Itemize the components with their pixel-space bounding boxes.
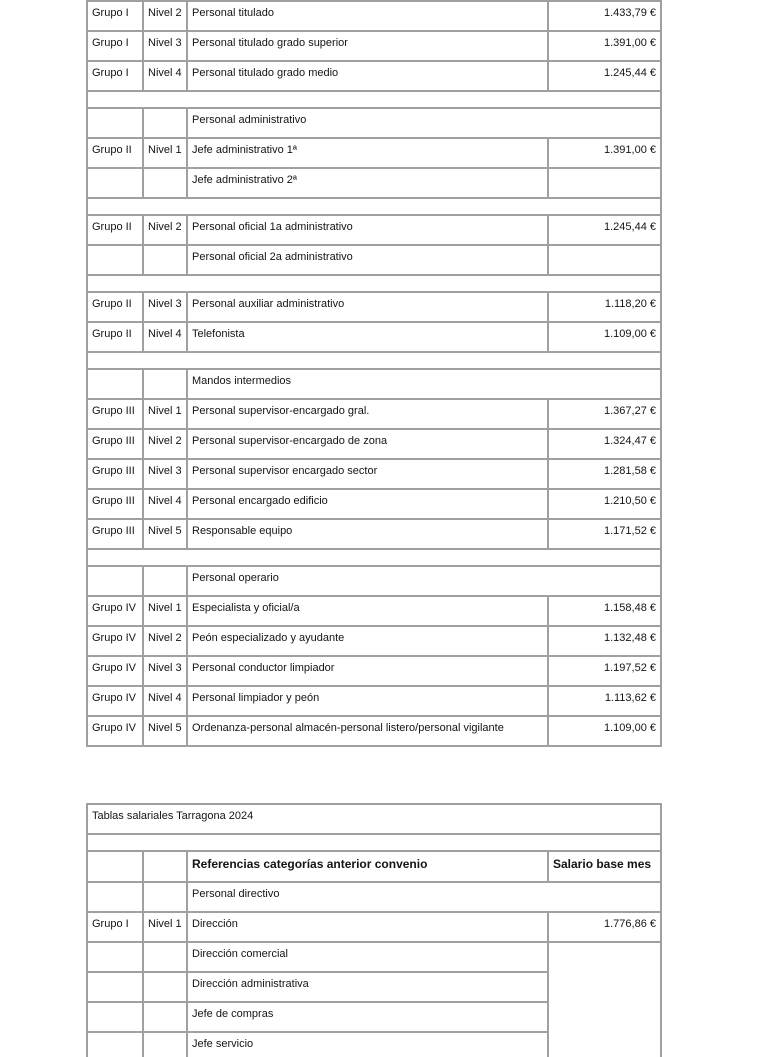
group-cell: Grupo III bbox=[87, 459, 143, 489]
empty-cell bbox=[87, 198, 661, 215]
salary-cell: 1.210,50 € bbox=[548, 489, 661, 519]
table-row bbox=[87, 912, 661, 942]
description-cell: Personal encargado edificio bbox=[187, 489, 548, 519]
empty-cell bbox=[87, 91, 661, 108]
section-label-cell: Personal operario bbox=[187, 566, 661, 596]
section-row bbox=[87, 566, 661, 596]
level-cell: Nivel 5 bbox=[143, 519, 187, 549]
group-header-cell bbox=[87, 851, 143, 882]
table-row bbox=[87, 519, 661, 549]
level-cell: Nivel 4 bbox=[143, 322, 187, 352]
level-cell bbox=[143, 168, 187, 198]
salary-cell: 1.324,47 € bbox=[548, 429, 661, 459]
level-cell: Nivel 3 bbox=[143, 656, 187, 686]
description-cell: Personal titulado bbox=[187, 1, 548, 31]
table-row bbox=[87, 716, 661, 746]
table2-header-row bbox=[87, 851, 661, 882]
empty-cell bbox=[87, 352, 661, 369]
salary-cell: 1.245,44 € bbox=[548, 61, 661, 91]
level-cell: Nivel 4 bbox=[143, 686, 187, 716]
group-cell bbox=[87, 245, 143, 275]
group-cell: Grupo II bbox=[87, 292, 143, 322]
section-label-cell: Personal directivo bbox=[187, 882, 661, 912]
empty-row bbox=[87, 549, 661, 566]
group-cell: Grupo II bbox=[87, 322, 143, 352]
description-cell: Personal conductor limpiador bbox=[187, 656, 548, 686]
table-row bbox=[87, 459, 661, 489]
description-cell: Personal limpiador y peón bbox=[187, 686, 548, 716]
level-cell: Nivel 1 bbox=[143, 912, 187, 942]
description-cell: Dirección administrativa bbox=[187, 972, 548, 1002]
group-cell bbox=[87, 882, 143, 912]
group-cell bbox=[87, 972, 143, 1002]
table-row bbox=[87, 138, 661, 168]
empty-row bbox=[87, 91, 661, 108]
salary-cell: 1.109,00 € bbox=[548, 322, 661, 352]
level-cell: Nivel 3 bbox=[143, 459, 187, 489]
level-cell: Nivel 4 bbox=[143, 61, 187, 91]
level-cell: Nivel 1 bbox=[143, 399, 187, 429]
description-cell: Jefe servicio bbox=[187, 1032, 548, 1057]
description-cell: Dirección bbox=[187, 912, 548, 942]
description-cell: Especialista y oficial/a bbox=[187, 596, 548, 626]
salary-cell: 1.433,79 € bbox=[548, 1, 661, 31]
empty-row bbox=[87, 352, 661, 369]
table-row bbox=[87, 1, 661, 31]
description-cell: Personal supervisor encargado sector bbox=[187, 459, 548, 489]
salary-cell bbox=[548, 168, 661, 198]
description-cell: Personal titulado grado superior bbox=[187, 31, 548, 61]
salary-cell: 1.118,20 € bbox=[548, 292, 661, 322]
group-cell bbox=[87, 369, 143, 399]
level-cell bbox=[143, 1032, 187, 1057]
description-cell: Responsable equipo bbox=[187, 519, 548, 549]
section-row bbox=[87, 882, 661, 912]
level-cell: Nivel 3 bbox=[143, 31, 187, 61]
level-cell: Nivel 2 bbox=[143, 1, 187, 31]
level-cell bbox=[143, 108, 187, 138]
group-cell bbox=[87, 942, 143, 972]
group-cell bbox=[87, 1032, 143, 1057]
description-cell: Personal supervisor-encargado de zona bbox=[187, 429, 548, 459]
empty-row bbox=[87, 834, 661, 851]
description-cell: Personal supervisor-encargado gral. bbox=[187, 399, 548, 429]
salary-cell: 1.197,52 € bbox=[548, 656, 661, 686]
section-row bbox=[87, 369, 661, 399]
group-cell: Grupo I bbox=[87, 31, 143, 61]
salary-table-1-body bbox=[87, 1, 661, 746]
group-cell bbox=[87, 168, 143, 198]
description-cell: Personal oficial 1a administrativo bbox=[187, 215, 548, 245]
description-cell: Telefonista bbox=[187, 322, 548, 352]
table2-title-row bbox=[87, 804, 661, 834]
table-row bbox=[87, 61, 661, 91]
salary-cell: 1.158,48 € bbox=[548, 596, 661, 626]
salary-cell: 1.391,00 € bbox=[548, 138, 661, 168]
group-cell: Grupo II bbox=[87, 138, 143, 168]
group-cell: Grupo III bbox=[87, 489, 143, 519]
group-cell: Grupo IV bbox=[87, 596, 143, 626]
group-cell: Grupo I bbox=[87, 912, 143, 942]
group-cell: Grupo III bbox=[87, 399, 143, 429]
salary-cell: 1.171,52 € bbox=[548, 519, 661, 549]
salary-cell: 1.109,00 € bbox=[548, 716, 661, 746]
references-header-cell: Referencias categorías anterior convenio bbox=[187, 851, 548, 882]
level-cell bbox=[143, 369, 187, 399]
table-row bbox=[87, 168, 661, 198]
description-cell: Ordenanza-personal almacén-personal listero/personal vigilante bbox=[187, 716, 548, 746]
table-row bbox=[87, 292, 661, 322]
salary-merged-cell bbox=[548, 942, 661, 1057]
salary-table-2 bbox=[86, 803, 662, 1057]
level-cell: Nivel 4 bbox=[143, 489, 187, 519]
description-cell: Jefe de compras bbox=[187, 1002, 548, 1032]
group-cell bbox=[87, 566, 143, 596]
level-cell bbox=[143, 566, 187, 596]
table-row bbox=[87, 686, 661, 716]
level-cell bbox=[143, 942, 187, 972]
empty-cell bbox=[87, 834, 661, 851]
level-cell bbox=[143, 882, 187, 912]
salary-table-1 bbox=[86, 0, 662, 747]
level-cell: Nivel 2 bbox=[143, 429, 187, 459]
empty-row bbox=[87, 275, 661, 292]
salary-cell: 1.281,58 € bbox=[548, 459, 661, 489]
description-cell: Personal titulado grado medio bbox=[187, 61, 548, 91]
description-cell: Jefe administrativo 1ª bbox=[187, 138, 548, 168]
level-cell: Nivel 2 bbox=[143, 626, 187, 656]
section-row bbox=[87, 108, 661, 138]
empty-row bbox=[87, 198, 661, 215]
table-row bbox=[87, 215, 661, 245]
empty-cell bbox=[87, 549, 661, 566]
table-row bbox=[87, 31, 661, 61]
level-cell: Nivel 5 bbox=[143, 716, 187, 746]
salary-cell: 1.132,48 € bbox=[548, 626, 661, 656]
table-row bbox=[87, 942, 661, 972]
table2-title: Tablas salariales Tarragona 2024 bbox=[87, 804, 661, 834]
table-row bbox=[87, 489, 661, 519]
table-row bbox=[87, 399, 661, 429]
table-row bbox=[87, 626, 661, 656]
salary-cell: 1.113,62 € bbox=[548, 686, 661, 716]
group-cell: Grupo III bbox=[87, 429, 143, 459]
table-row bbox=[87, 656, 661, 686]
salary-header-cell: Salario base mes bbox=[548, 851, 661, 882]
salary-cell bbox=[548, 245, 661, 275]
description-cell: Peón especializado y ayudante bbox=[187, 626, 548, 656]
level-cell bbox=[143, 245, 187, 275]
group-cell: Grupo IV bbox=[87, 686, 143, 716]
group-cell: Grupo I bbox=[87, 61, 143, 91]
salary-table-2-body bbox=[87, 804, 661, 1057]
salary-cell: 1.391,00 € bbox=[548, 31, 661, 61]
level-cell: Nivel 1 bbox=[143, 138, 187, 168]
section-label-cell: Mandos intermedios bbox=[187, 369, 661, 399]
table-row bbox=[87, 429, 661, 459]
level-cell: Nivel 3 bbox=[143, 292, 187, 322]
empty-cell bbox=[87, 275, 661, 292]
group-cell: Grupo IV bbox=[87, 656, 143, 686]
salary-cell: 1.776,86 € bbox=[548, 912, 661, 942]
description-cell: Personal auxiliar administrativo bbox=[187, 292, 548, 322]
level-cell: Nivel 1 bbox=[143, 596, 187, 626]
description-cell: Personal oficial 2a administrativo bbox=[187, 245, 548, 275]
group-cell: Grupo IV bbox=[87, 716, 143, 746]
group-cell: Grupo I bbox=[87, 1, 143, 31]
salary-cell: 1.245,44 € bbox=[548, 215, 661, 245]
level-cell bbox=[143, 1002, 187, 1032]
group-cell: Grupo IV bbox=[87, 626, 143, 656]
group-cell bbox=[87, 1002, 143, 1032]
group-cell: Grupo III bbox=[87, 519, 143, 549]
table-row bbox=[87, 322, 661, 352]
table-row bbox=[87, 596, 661, 626]
group-cell: Grupo II bbox=[87, 215, 143, 245]
level-cell bbox=[143, 972, 187, 1002]
table-row bbox=[87, 245, 661, 275]
salary-cell: 1.367,27 € bbox=[548, 399, 661, 429]
group-cell bbox=[87, 108, 143, 138]
level-cell: Nivel 2 bbox=[143, 215, 187, 245]
level-header-cell bbox=[143, 851, 187, 882]
section-label-cell: Personal administrativo bbox=[187, 108, 661, 138]
description-cell: Jefe administrativo 2ª bbox=[187, 168, 548, 198]
description-cell: Dirección comercial bbox=[187, 942, 548, 972]
